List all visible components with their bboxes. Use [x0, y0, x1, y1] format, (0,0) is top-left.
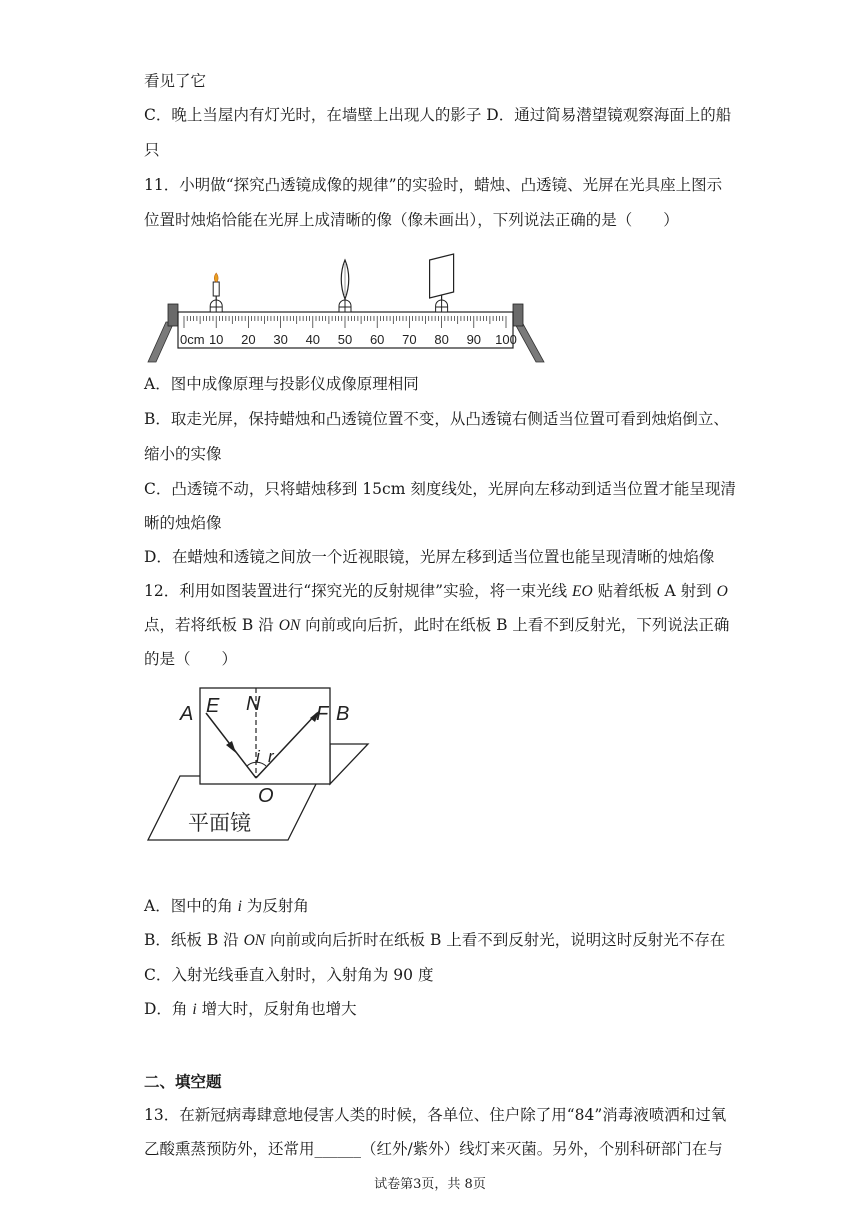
ruler-label: 90 — [466, 332, 482, 347]
label-i: i — [256, 747, 260, 766]
paper-board — [200, 688, 330, 784]
label-e: E — [206, 695, 220, 717]
mirror-label: 平面镜 — [188, 811, 251, 835]
question-12-stem: 点，若将纸板 B 沿 ON 向前或向后折，此时在纸板 B 上看不到反射光，下列说法正确 — [144, 616, 730, 634]
question-12-stem: 12．利用如图装置进行“探究光的反射规律”实验，将一束光线 EO 贴着纸板 A 射到 O — [144, 582, 728, 600]
candle — [210, 273, 222, 312]
label-r: r — [268, 747, 274, 766]
question-11-stem: 位置时烛焰恰能在光屏上成清晰的像（像未画出），下列说法正确的是（ ） — [144, 211, 679, 229]
option-11-c: 晰的烛焰像 — [144, 514, 222, 532]
question-13-stem: 13．在新冠病毒肆意地侵害人类的时候，各单位、住户除了用“84”消毒液喷洒和过氧 — [144, 1106, 727, 1124]
label-f: F — [316, 703, 329, 725]
ruler-label: 80 — [434, 332, 449, 347]
ruler-label: 60 — [369, 332, 385, 347]
left-end-block — [168, 304, 178, 326]
label-b: B — [336, 703, 350, 725]
option-11-c: C．凸透镜不动，只将蜡烛移到 15cm 刻度线处，光屏向左移动到适当位置才能呈现清 — [144, 480, 736, 498]
option-11-d: D．在蜡烛和透镜之间放一个近视眼镜，光屏左移到适当位置也能呈现清晰的烛焰像 — [144, 548, 715, 566]
ruler-label: 50 — [337, 332, 353, 347]
option-12-a: A．图中的角 i 为反射角 — [144, 897, 309, 915]
question-11-stem: 11．小明做“探究凸透镜成像的规律”的实验时，蜡烛、凸透镜、光屏在光具座上图示 — [144, 176, 723, 194]
ruler-label: 20 — [241, 332, 256, 347]
option-12-c: C．入射光线垂直入射时，入射角为 90 度 — [144, 966, 434, 984]
ruler-label: 30 — [273, 332, 288, 347]
board-b-fold — [330, 744, 368, 784]
option-11-b: B．取走光屏，保持蜡烛和凸透镜位置不变，从凸透镜右侧适当位置可看到烛焰倒立、 — [144, 410, 729, 428]
label-n: N — [246, 693, 261, 715]
option-11-b: 缩小的实像 — [144, 445, 222, 463]
text-line: 只 — [144, 141, 160, 159]
reflection-figure — [140, 680, 380, 846]
ruler-label: 10 — [208, 332, 224, 347]
option-12-d: D．角 i 增大时，反射角也增大 — [144, 1000, 357, 1018]
option-12-b: B．纸板 B 沿 ON 向前或向后折时在纸板 B 上看不到反射光，说明这时反射光不存在 — [144, 931, 726, 949]
optical-bench-figure — [146, 252, 552, 364]
ruler-label: 100 — [495, 332, 517, 347]
option-11-a: A．图中成像原理与投影仪成像原理相同 — [144, 375, 419, 393]
section-heading: 二、填空题 — [144, 1072, 222, 1091]
left-foot — [148, 322, 174, 362]
ruler-label: 40 — [305, 332, 321, 347]
ruler-label: 0cm — [180, 332, 205, 347]
light-screen — [430, 254, 454, 312]
text-line: C．晚上当屋内有灯光时，在墙壁上出现人的影子 D．通过简易潜望镜观察海面上的船 — [144, 106, 732, 124]
label-a: A — [180, 703, 194, 725]
ruler-label: 70 — [402, 332, 417, 347]
question-13-stem: 乙酸熏蒸预防外，还常用______（红外/紫外）线灯来灭菌。另外，个别科研部门在与 — [144, 1140, 723, 1158]
text-line: 看见了它 — [144, 72, 207, 90]
label-o: O — [258, 785, 274, 807]
convex-lens — [339, 260, 351, 312]
right-end-block — [513, 304, 523, 326]
page-footer: 试卷第3页，共 8页 — [374, 1177, 486, 1192]
question-12-stem: 的是（ ） — [144, 650, 238, 668]
right-foot — [514, 322, 544, 362]
